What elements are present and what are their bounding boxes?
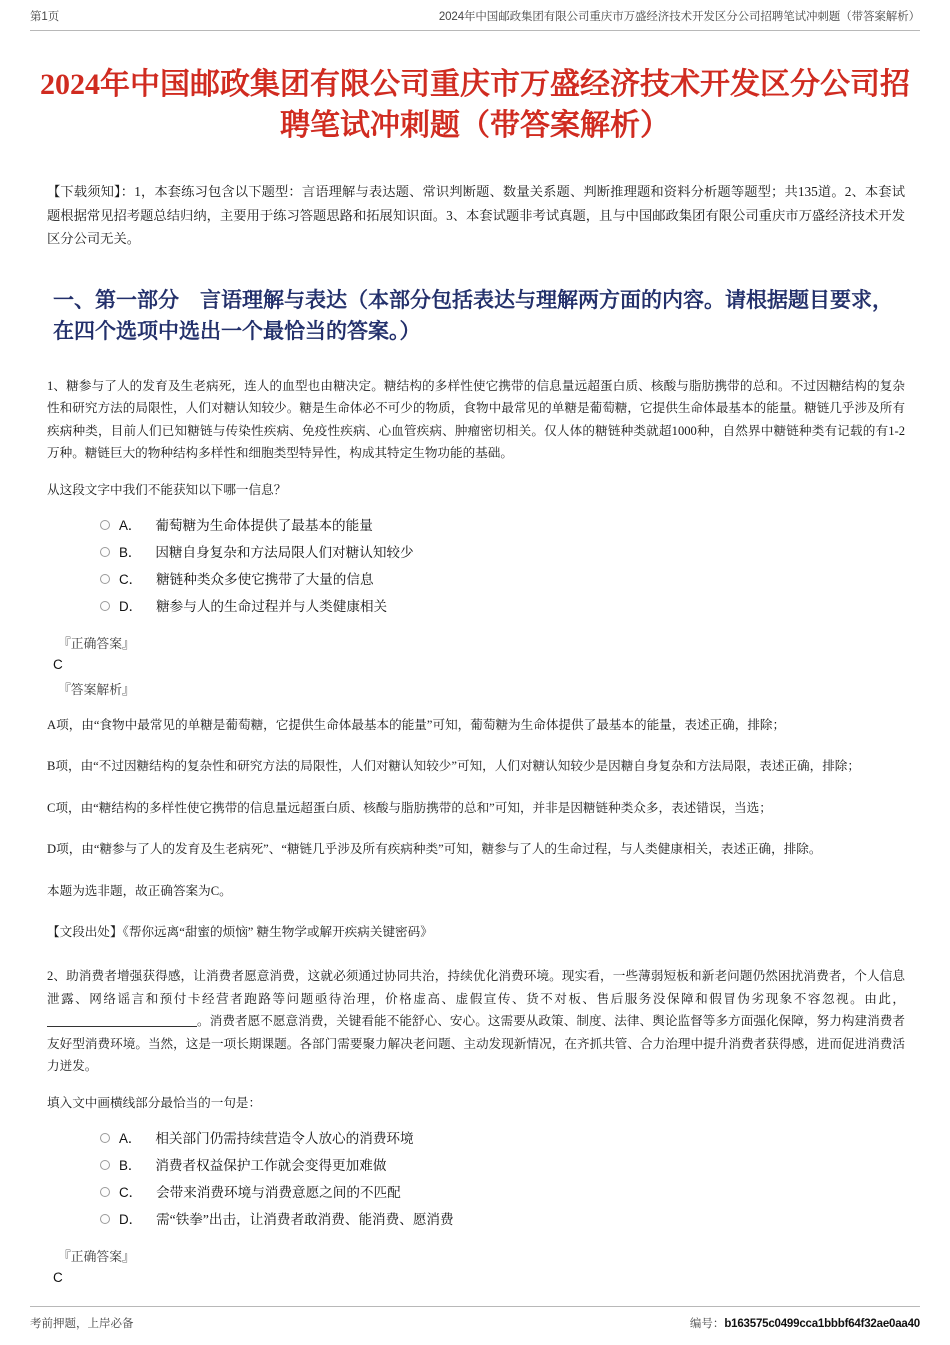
option-c[interactable] bbox=[47, 566, 905, 593]
question-stem bbox=[47, 965, 905, 1078]
option-text: 葡萄糖为生命体提供了最基本的能量 bbox=[155, 517, 373, 533]
footer-slogan: 考前押题，上岸必备 bbox=[30, 1318, 134, 1330]
running-footer bbox=[30, 1306, 920, 1331]
analysis-paragraph-b: B项，由“不过因糖结构的复杂性和研究方法的局限性，人们对糖认知较少”可知，人们对糖认知较少是因糖自身复杂和方法局限，表述正确，排除； bbox=[47, 759, 860, 774]
option-b[interactable] bbox=[47, 1152, 905, 1179]
radio-icon[interactable] bbox=[100, 1160, 110, 1170]
radio-icon[interactable] bbox=[100, 547, 110, 557]
question-stem-part2: 。消费者愿不愿意消费，关键看能不能舒心、安心。这需要从政策、制度、法律、舆论监督等多方面强化保障，努力构建消费者友好型消费环境。当然，这是一项长期课题。各部门需要聚力解决老问题、主动发现新情况，在齐抓共管、合力治理中提升消费者获得感，进而促进消费活力迸发。 bbox=[47, 1014, 905, 1074]
correct-answer-value: C bbox=[53, 1269, 63, 1285]
radio-icon[interactable] bbox=[100, 574, 110, 584]
option-d[interactable] bbox=[47, 593, 905, 620]
footer-code bbox=[690, 1315, 920, 1331]
analysis-label: 『答案解析』 bbox=[58, 682, 135, 697]
radio-icon[interactable] bbox=[100, 1133, 110, 1143]
question-block bbox=[47, 375, 905, 943]
options-list bbox=[47, 1125, 905, 1233]
analysis-paragraph-a: A项，由“食物中最常见的单糖是葡萄糖，它提供生命体最基本的能量”可知，葡萄糖为生命体提供了最基本的能量，表述正确，排除； bbox=[47, 717, 786, 732]
option-letter: C． bbox=[119, 1184, 143, 1200]
option-d[interactable] bbox=[47, 1206, 905, 1233]
running-header bbox=[30, 8, 920, 31]
radio-icon[interactable] bbox=[100, 1214, 110, 1224]
page-number-label: 第1页 bbox=[30, 11, 60, 23]
option-letter: B． bbox=[119, 1157, 142, 1173]
option-text: 因糖自身复杂和方法局限人们对糖认知较少 bbox=[155, 544, 414, 560]
option-letter: D． bbox=[119, 1211, 143, 1227]
option-a[interactable] bbox=[47, 1125, 905, 1152]
option-letter: C． bbox=[119, 571, 143, 587]
analysis-paragraph-c: C项，由“糖结构的多样性使它携带的信息量远超蛋白质、核酸与脂肪携带的总和”可知，并非是因糖链种类众多，表述错误，当选； bbox=[47, 800, 772, 815]
document-content bbox=[47, 180, 905, 1293]
page-title: 2024年中国邮政集团有限公司重庆市万盛经济技术开发区分公司招聘笔试冲刺题（带答案解析） bbox=[40, 68, 910, 143]
analysis-conclusion: 本题为选非题，故正确答案为C。 bbox=[47, 883, 232, 898]
question-stem-part1: 2、助消费者增强获得感，让消费者愿意消费，这就必须通过协同共治，持续优化消费环境。现实看，一些薄弱短板和新老问题仍然困扰消费者，个人信息泄露、网络谣言和预付卡经营者跑路等问题亟待治理，价格虚高、虚假宣传、货不对板、售后服务没保障和假冒伪劣现象不容忽视。由此， bbox=[47, 968, 905, 1006]
option-letter: B． bbox=[119, 544, 142, 560]
option-letter: A． bbox=[119, 517, 142, 533]
option-text: 相关部门仍需持续营造令人放心的消费环境 bbox=[155, 1130, 414, 1146]
question-stem: 1、糖参与了人的发育及生老病死，连人的血型也由糖决定。糖结构的多样性使它携带的信息量远超蛋白质、核酸与脂肪携带的总和。不过因糖结构的复杂性和研究方法的局限性，人们对糖认知较少。糖是生命体必不可少的物质，食物中最常见的单糖是葡萄糖，它提供生命体最基本的能量。糖链几乎涉及所有疾病种类，目前人们已知糖链与传染性疾病、免疫性疾病、心血管疾病、肿瘤密切相关。仅人体的糖链种类就超1000种，自然界中糖链种类有记载的有1-2万种。糖链巨大的物种结构多样性和细胞类型特异性，构成其特定生物功能的基础。 bbox=[47, 378, 905, 461]
footer-code-label: 编号： bbox=[689, 1318, 725, 1330]
question-prompt: 填入文中画横线部分最恰当的一句是： bbox=[47, 1095, 262, 1110]
option-c[interactable] bbox=[47, 1179, 905, 1206]
running-header-title: 2024年中国邮政集团有限公司重庆市万盛经济技术开发区分公司招聘笔试冲刺题（带答案解析） bbox=[438, 11, 920, 23]
option-text: 糖参与人的生命过程并与人类健康相关 bbox=[156, 598, 388, 614]
option-letter: A． bbox=[119, 1130, 142, 1146]
radio-icon[interactable] bbox=[100, 520, 110, 530]
radio-icon[interactable] bbox=[100, 601, 110, 611]
footer-code-value: b163575c0499cca1bbbf64f32ae0aa40 bbox=[724, 1318, 920, 1330]
option-text: 糖链种类众多使它携带了大量的信息 bbox=[156, 571, 374, 587]
fill-in-blank[interactable] bbox=[47, 1026, 197, 1027]
section-heading: 一、第一部分 言语理解与表达（本部分包括表达与理解两方面的内容。请根据题目要求，在四个选项中选出一个最恰当的答案。） bbox=[53, 287, 893, 343]
radio-icon[interactable] bbox=[100, 1187, 110, 1197]
option-text: 会带来消费环境与消费意愿之间的不匹配 bbox=[156, 1184, 401, 1200]
option-letter: D． bbox=[119, 598, 143, 614]
options-list bbox=[47, 512, 905, 620]
option-text: 需“铁拳”出击，让消费者敢消费、能消费、愿消费 bbox=[156, 1211, 454, 1227]
correct-answer-value: C bbox=[53, 656, 63, 672]
option-text: 消费者权益保护工作就会变得更加难做 bbox=[155, 1157, 387, 1173]
source-citation: 【文段出处】《帮你远离“甜蜜的烦恼” 糖生物学或解开疾病关键密码》 bbox=[47, 924, 433, 939]
download-notice: 【下载须知】：1，本套练习包含以下题型：言语理解与表达题、常识判断题、数量关系题、判断推理题和资料分析题等题型；共135道。2、本套试题根据常见招考题总结归纳，主要用于练习答题思路和拓展知识面。3、本套试题非考试真题，且与中国邮政集团有限公司重庆市万盛经济技术开发区分公司无关。 bbox=[47, 184, 905, 246]
option-b[interactable] bbox=[47, 539, 905, 566]
correct-answer-label: 『正确答案』 bbox=[58, 636, 135, 651]
option-a[interactable] bbox=[47, 512, 905, 539]
question-block bbox=[47, 965, 905, 1288]
question-prompt: 从这段文字中我们不能获知以下哪一信息？ bbox=[47, 482, 287, 497]
correct-answer-label: 『正确答案』 bbox=[58, 1249, 135, 1264]
analysis-paragraph-d: D项，由“糖参与了人的发育及生老病死”、“糖链几乎涉及所有疾病种类”可知，糖参与了人的生命过程，与人类健康相关，表述正确，排除。 bbox=[47, 842, 822, 857]
